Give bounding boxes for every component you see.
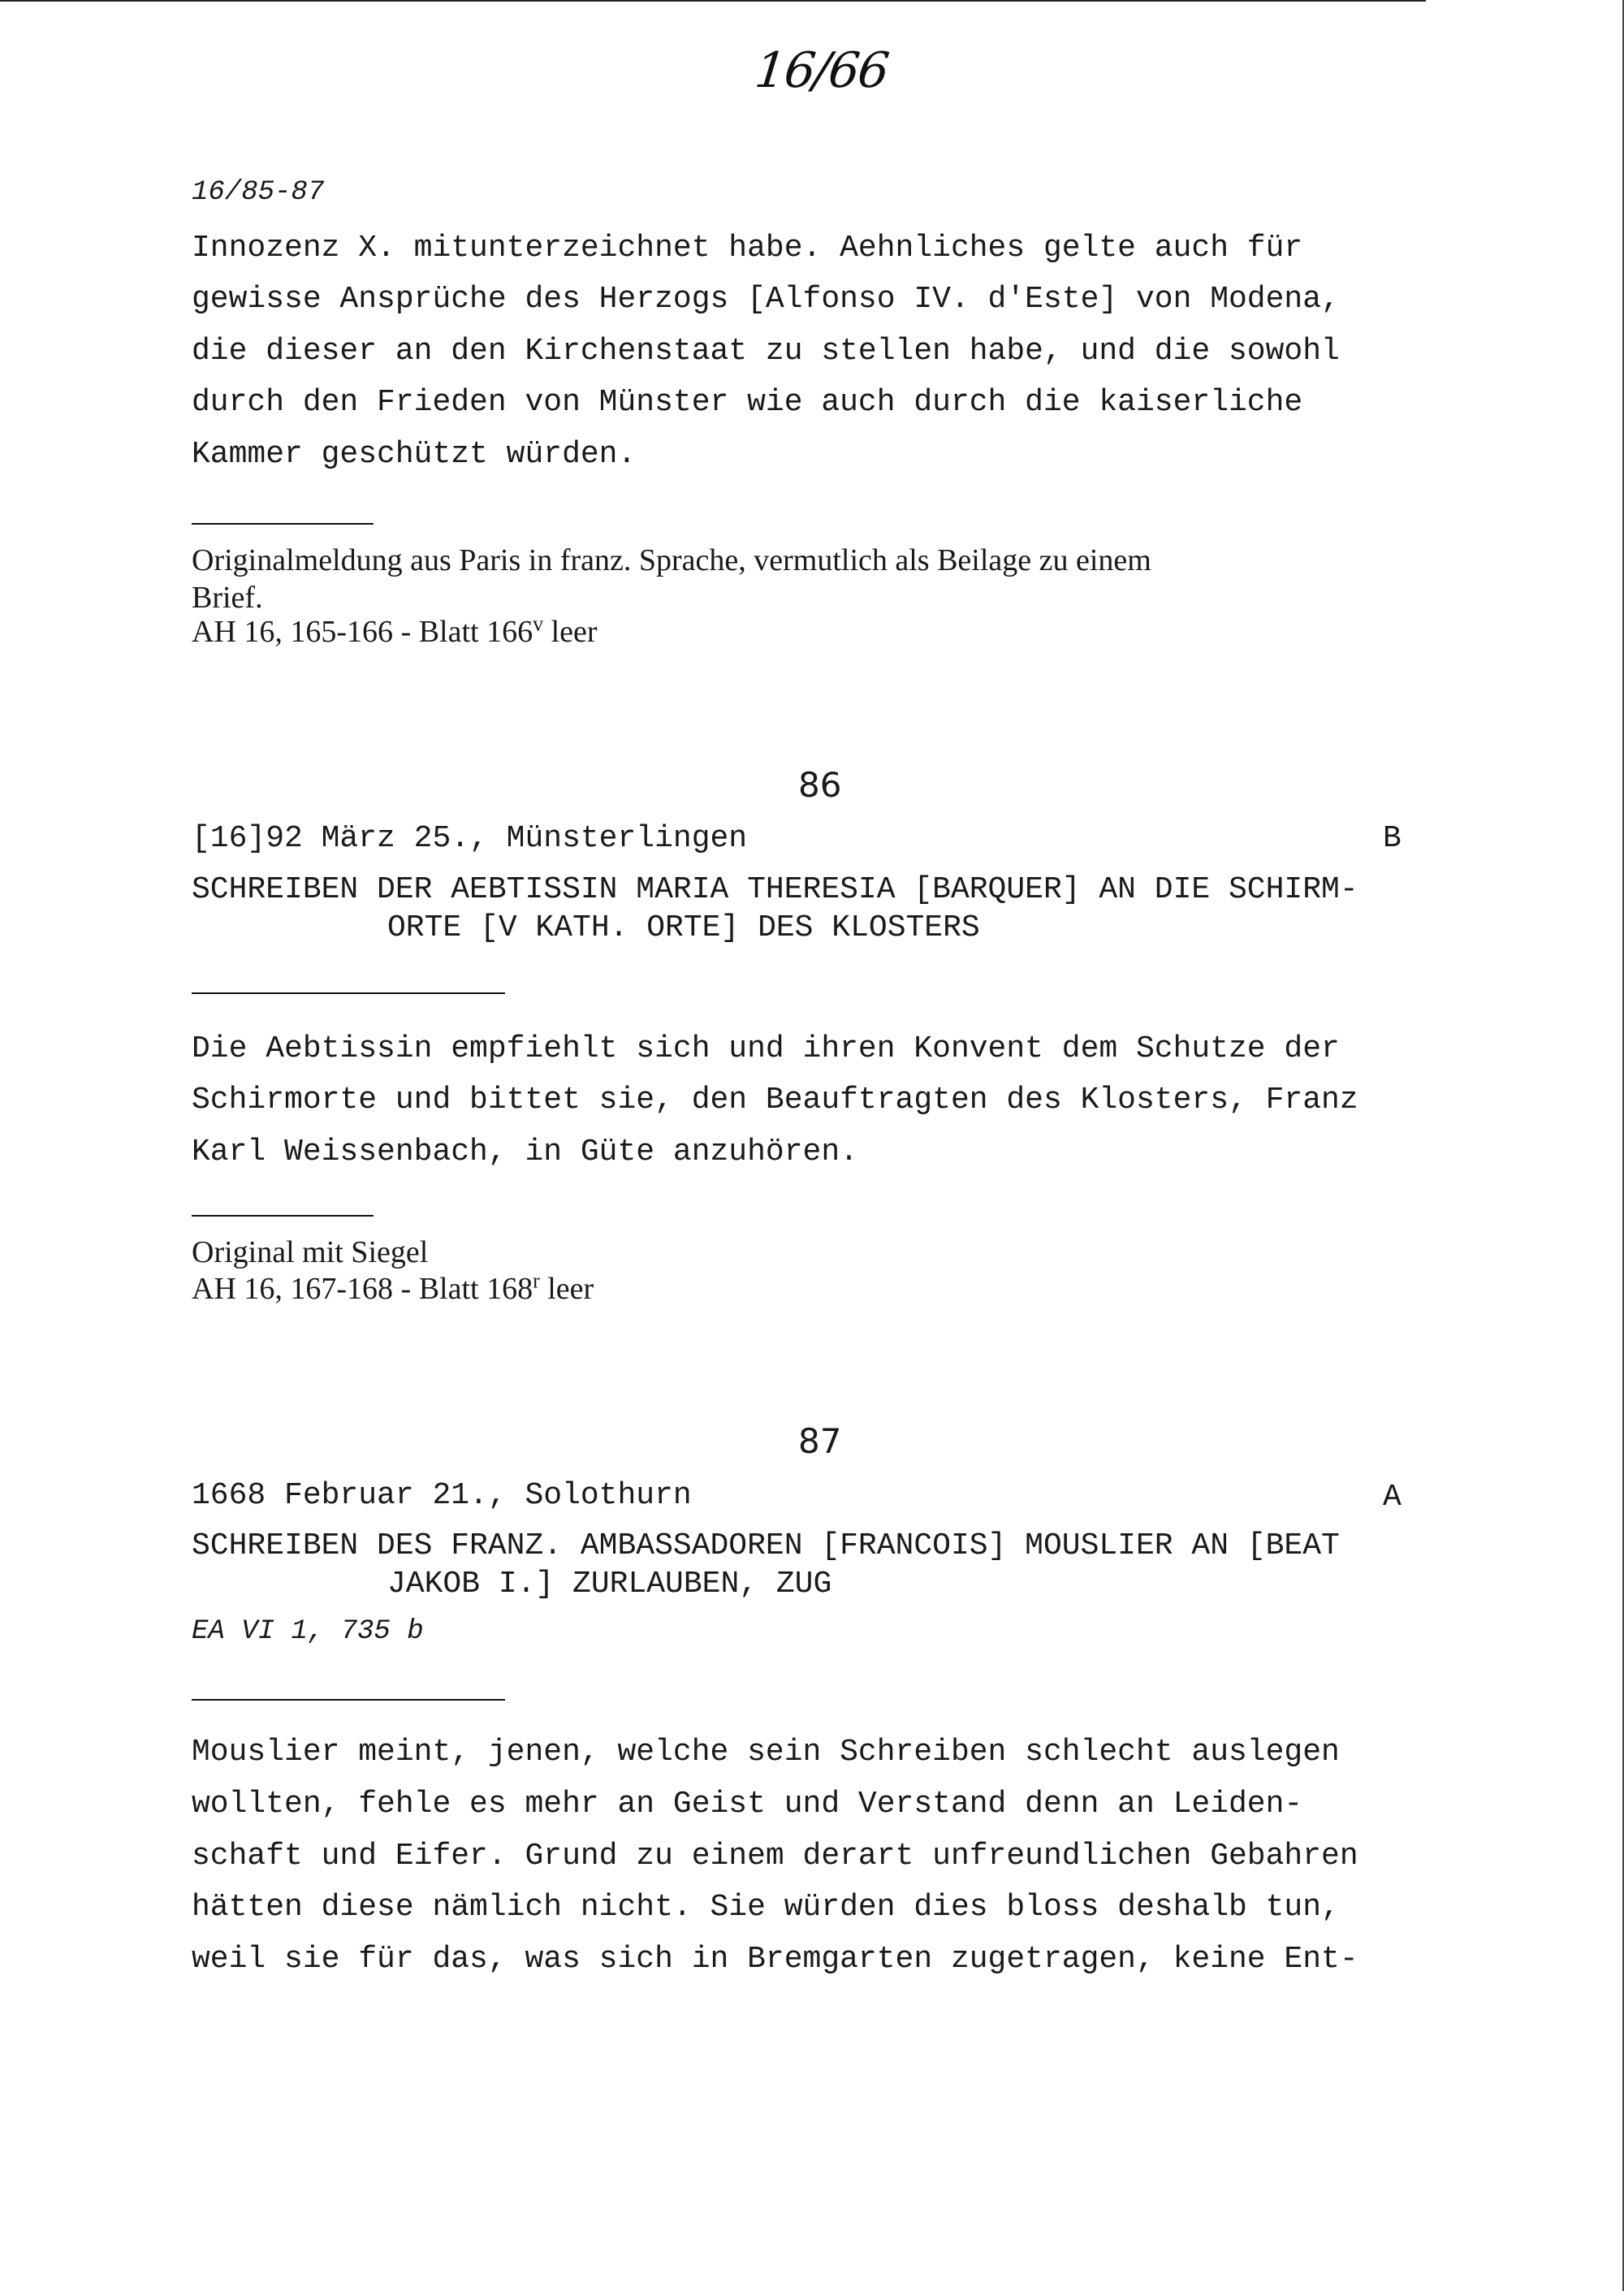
continuation-line: gewisse Ansprüche des Herzogs [Alfonso IV. d'Este] von Modena, xyxy=(192,282,1340,317)
entry-title-line: ORTE [V KATH. ORTE] DES KLOSTERS xyxy=(387,910,980,945)
handwritten-folio-number: 16/66 xyxy=(752,42,891,99)
entry-number: 86 xyxy=(798,765,842,805)
continuation-line: die dieser an den Kirchenstaat zu stellen habe, und die sowohl xyxy=(192,334,1340,369)
entry-date-place: [16]92 März 25., Münsterlingen xyxy=(192,821,748,856)
archive-reference: AH 16, 167-168 - Blatt 168$^r$ leer xyxy=(192,1269,594,1306)
entry-category: B xyxy=(1383,821,1402,856)
archive-note-line: Originalmeldung aus Paris in franz. Sprache, vermutlich als Beilage zu einem xyxy=(192,543,1151,577)
page-reference: 16/85-87 xyxy=(192,177,325,208)
continuation-line: Kammer geschützt würden. xyxy=(192,437,637,472)
entry-body-line: Die Aebtissin empfiehlt sich und ihren Konvent dem Schutze der xyxy=(192,1031,1340,1066)
section-rule xyxy=(192,992,505,994)
archive-reference: AH 16, 165-166 - Blatt 166$^v$ leer xyxy=(192,612,598,649)
entry-date-place: 1668 Februar 21., Solothurn xyxy=(192,1478,692,1513)
entry-title-line: SCHREIBEN DER AEBTISSIN MARIA THERESIA [BARQUER] AN DIE SCHIRM- xyxy=(192,872,1358,907)
continuation-line: Innozenz X. mitunterzeichnet habe. Aehnliches gelte auch für xyxy=(192,231,1303,266)
section-rule xyxy=(192,1699,505,1701)
entry-category: A xyxy=(1383,1480,1402,1515)
entry-body-line: weil sie für das, was sich in Bremgarten zugetragen, keine Ent- xyxy=(192,1942,1358,1977)
entry-body-line: Mouslier meint, jenen, welche sein Schreiben schlecht auslegen xyxy=(192,1735,1340,1770)
entry-body-line: schaft und Eifer. Grund zu einem derart unfreundlichen Gebahren xyxy=(192,1839,1358,1874)
footnote-rule xyxy=(192,1215,374,1217)
entry-title-line: SCHREIBEN DES FRANZ. AMBASSADOREN [FRANCOIS] MOUSLIER AN [BEAT xyxy=(192,1528,1340,1563)
entry-body-line: Karl Weissenbach, in Güte anzuhören. xyxy=(192,1135,858,1169)
entry-body-line: Schirmorte und bittet sie, den Beauftragten des Klosters, Franz xyxy=(192,1083,1358,1117)
entry-body-line: hätten diese nämlich nicht. Sie würden dies bloss deshalb tun, xyxy=(192,1890,1340,1925)
archive-note-line: Brief. xyxy=(192,581,263,615)
page-border-top xyxy=(0,0,1426,2)
footnote-rule xyxy=(192,523,374,525)
entry-title-line: JAKOB I.] ZURLAUBEN, ZUG xyxy=(387,1567,832,1602)
entry-source: EA VI 1, 735 b xyxy=(192,1616,424,1647)
continuation-line: durch den Frieden von Münster wie auch durch die kaiserliche xyxy=(192,385,1303,420)
entry-body-line: wollten, fehle es mehr an Geist und Verstand denn an Leiden- xyxy=(192,1787,1303,1822)
entry-number: 87 xyxy=(798,1421,842,1461)
archive-note-line: Original mit Siegel xyxy=(192,1235,429,1269)
